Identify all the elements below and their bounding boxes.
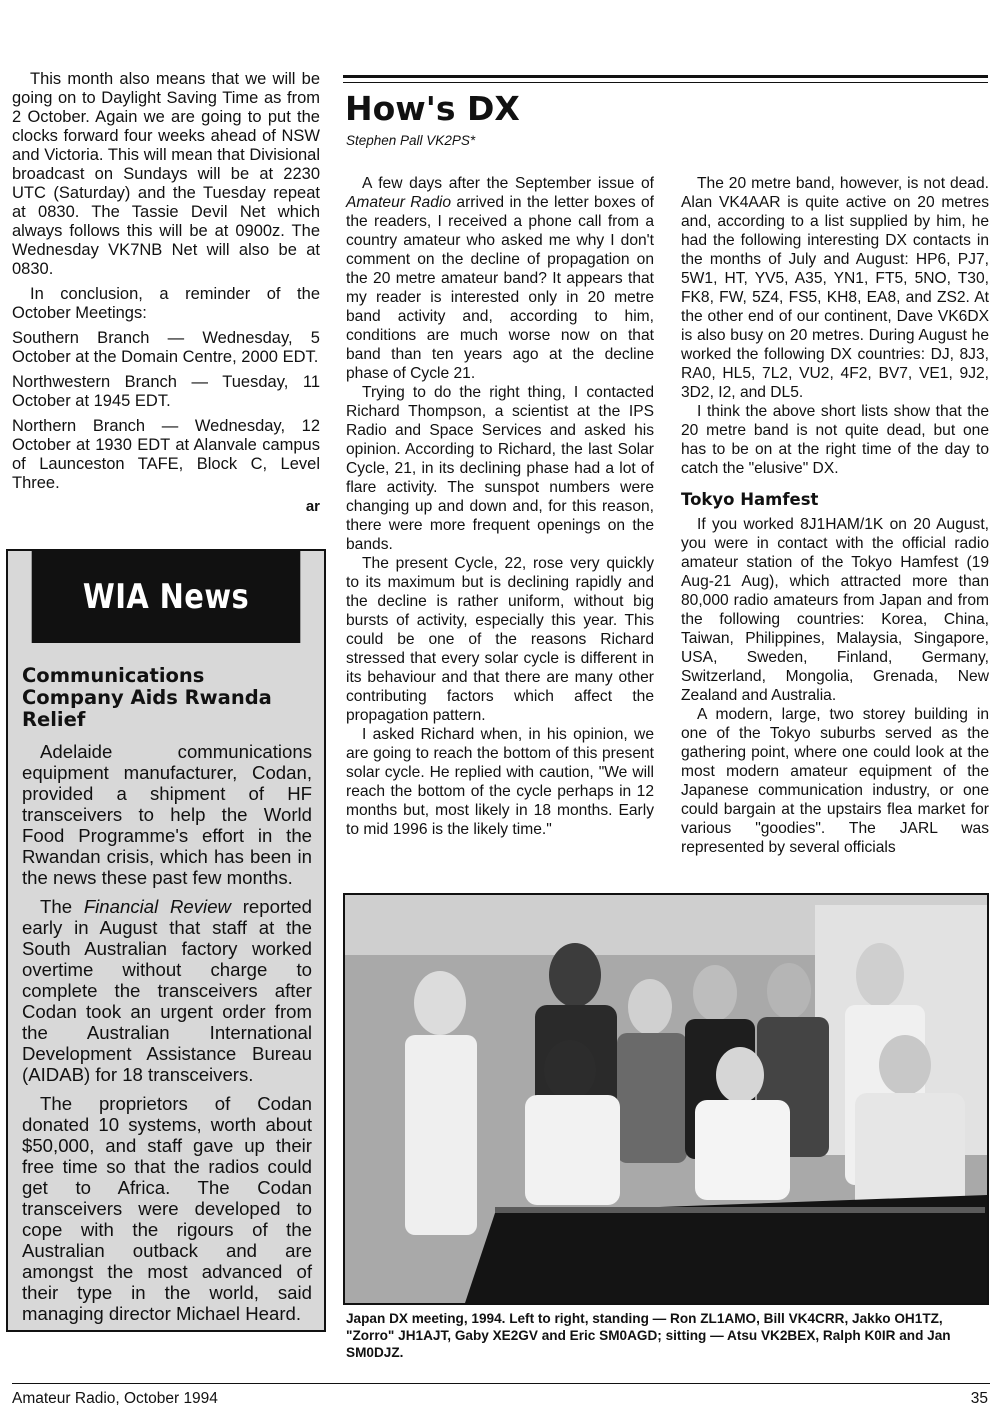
wia-paragraph: Adelaide communications equipment manufacturer, Codan, provided a shipment of HF transceivers to help the World Food Programme's effort in the Rwandan crisis, which has been in the news these past few months. [22, 741, 312, 888]
article-paragraph: The 20 metre band, however, is not dead. Alan VK4AAR is quite active on 20 metres and, according to a list supplied by him, he had the following interesting DX contacts in the months of July and August: HP6, PJ7, 5W1, HT, YV5, A35, YN1, FT5, 5NO, T30, FK8, FW, 5Z4, FS5, KH8, EA8, and ZS2. At the other end of our continent, Dave VK6DX is also busy on 20 metres. During August he worked the following DX countries: DJ, 8J3, RA0, HL5, 7L2, VU2, 4F2, BV7, VE1, 9J2, 3D2, I2, and DL5. [681, 175, 989, 401]
publication-name: Financial Review [83, 896, 231, 917]
article-paragraph: If you worked 8J1HAM/1K on 20 August, you were in contact with the official radio amateur station of the Tokyo Hamfest (19 Aug-21 Aug), which attracted more than 80,000 radio amateurs from Japan and from the following countries: Korea, China, Taiwan, Philippines, Malaysia, Singapore, USA, Sweden, Finland, Germany, Switzerland, Mongolia, Grenada, New Zealand and Australia. [681, 516, 989, 704]
header-rule [343, 75, 988, 78]
wia-news-banner: WIA News [32, 551, 301, 643]
article-column-right [681, 174, 989, 857]
article-paragraph: A few days after the September issue of Amateur Radio arrived in the letter boxes of the readers, I received a phone call from a country amateur who asked me why I don't comment on the decline of propagation on the 20 metre amateur band? It appears that my reader is interested only in 20 metre band activity and, according to him, conditions are much worse now on that band than ten years ago at the decline phase of Cycle 21. [346, 175, 654, 382]
article-paragraph: Trying to do the right thing, I contacted Richard Thompson, a scientist at the IPS Radio and Space Services and asked his opinion. According to Richard, the last Solar Cycle, 21, in its declining phase had a lot of flare activity. The sunspot numbers were changing up and down and, for this reason, there were more frequent openings on the bands. [346, 384, 654, 553]
end-mark: ar [305, 498, 320, 515]
wia-body [22, 741, 312, 1324]
wia-paragraph: The Financial Review reported early in August that staff at the South Australian factory worked overtime without charge to complete the transceivers after Codan took an urgent order from the Australian International Development Assistance Bureau (AIDAB) for 18 transceivers. [22, 896, 312, 1085]
header-rule-thin [343, 82, 988, 83]
article-paragraph: I think the above short lists show that the 20 metre band is not quite dead, but one has to be on at the right time of the day to catch the "elusive" DX. [681, 403, 989, 477]
page-number: 35 [970, 1390, 988, 1407]
footer-rule [12, 1383, 990, 1384]
group-photo-illustration [345, 895, 987, 1303]
wia-headline: Communications Company Aids Rwanda Relief [22, 664, 272, 731]
meeting-northern: Northern Branch — Wednesday, 12 October at 1930 EDT at Alanvale campus of Launceston TAFE, Block C, Level Three. [12, 417, 320, 492]
left-paragraph: This month also means that we will be going on to Daylight Saving Time as from 2 October. Again we are going to put the clocks forward four weeks ahead of NSW and Victoria. This will mean that Divisional broadcast on Sundays will be at 2230 UTC (Saturday) and the Tuesday repeat at 0830. The Tassie Devil Net which always follows this will be at 0900z. The Wednesday VK7NB Net will also be at 0830. [12, 70, 320, 278]
left-column [12, 70, 320, 516]
publication-name: Amateur Radio [346, 194, 452, 211]
meeting-southern: Southern Branch — Wednesday, 5 October at the Domain Centre, 2000 EDT. [12, 329, 320, 366]
article-paragraph: The present Cycle, 22, rose very quickly to its maximum but is declining rapidly and the decline is rather uniform, without big bursts of activity, especially this year. This could be one of the reasons Richard stressed that every solar cycle is different in its behaviour and that there are many other contributing factors which affect the propagation pattern. [346, 555, 654, 724]
subheading-tokyo-hamfest: Tokyo Hamfest [681, 490, 819, 509]
left-paragraph: In conclusion, a reminder of the October Meetings: [12, 285, 320, 322]
photo-caption: Japan DX meeting, 1994. Left to right, standing — Ron ZL1AMO, Bill VK4CRR, Jakko OH1TZ, "Zorro" JH1AJT, Gaby XE2GV and Eric SM0AGD; sitting — Atsu VK2BEX, Ralph K0IR and Jan SM0DJZ. [346, 1311, 951, 1360]
meeting-northwestern: Northwestern Branch — Tuesday, 11 October at 1945 EDT. [12, 373, 320, 410]
group-photo [343, 893, 989, 1305]
article-byline: Stephen Pall VK2PS* [346, 133, 476, 148]
article-title: How's DX [345, 89, 520, 128]
article-paragraph: A modern, large, two storey building in one of the Tokyo suburbs served as the gathering point, where one could look at the most modern amateur equipment of the Japanese communication industry, or one could bargain at the upstairs flea market for various "goodies". The JARL was represented by several officials [681, 706, 989, 856]
wia-paragraph: The proprietors of Codan donated 10 systems, worth about $50,000, and staff gave up their free time so that the radios could get to Africa. The Codan transceivers were developed to cope with the rigours of the Australian outback and are amongst the most advanced of their type in the world, said managing director Michael Heard. [22, 1093, 312, 1324]
article-paragraph: I asked Richard when, in his opinion, we are going to reach the bottom of this present solar cycle. He replied with caution, "We will reach the bottom of the cycle perhaps in 12 months but, most likely in 18 months. Early to mid 1996 is the likely time." [346, 726, 654, 838]
footer-publication: Amateur Radio, October 1994 [12, 1390, 218, 1407]
article-column-middle [346, 174, 654, 839]
wia-news-box [6, 549, 326, 1332]
